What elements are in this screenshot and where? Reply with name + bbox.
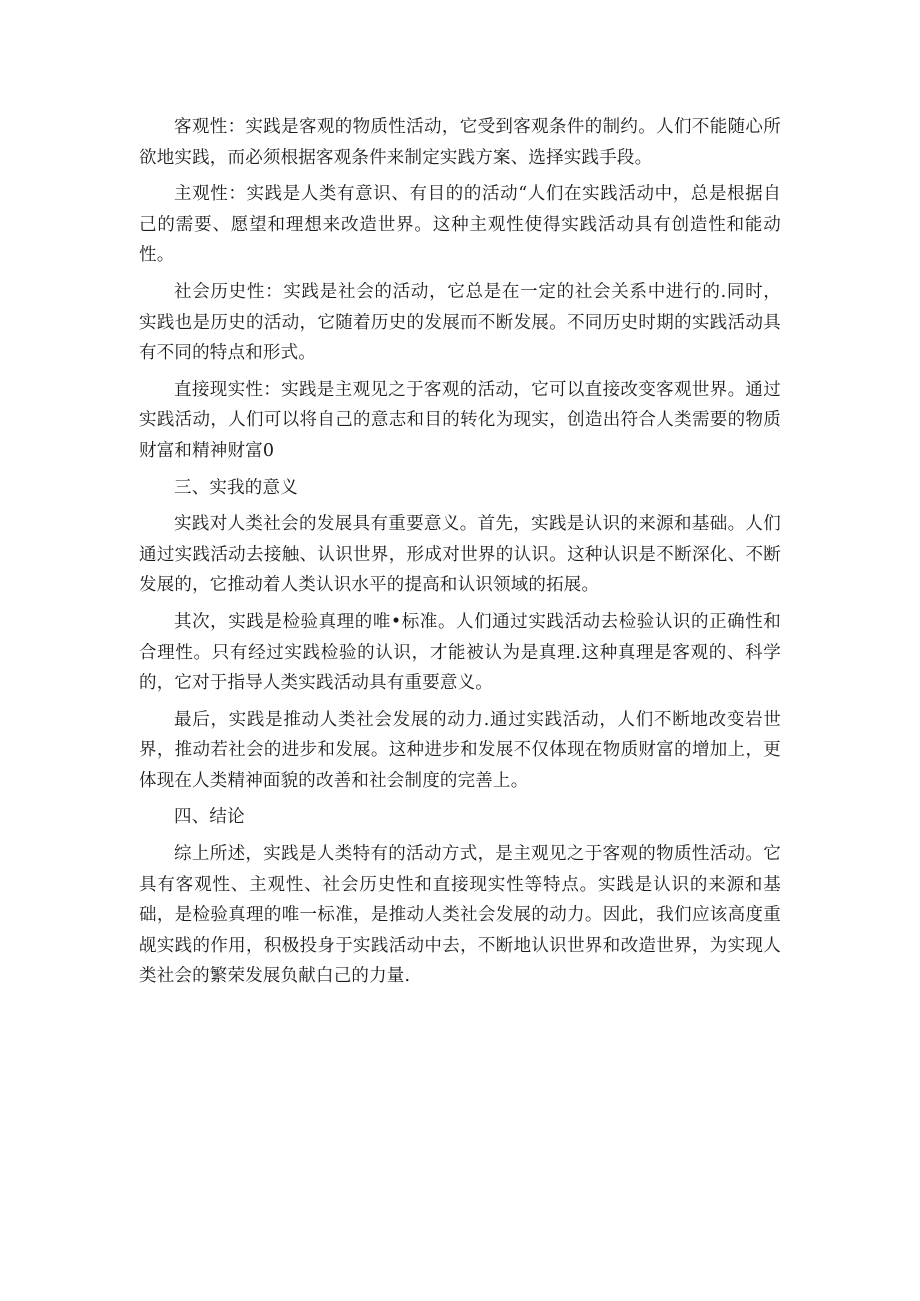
section-heading-conclusion: 四、结论 <box>174 807 245 828</box>
document-body <box>139 112 781 998</box>
paragraph-subjectivity: 主观性：实践是人类有意识、有目的的活动“人们在实践活动中，总是根据自己的需要、愿望和理想来改造世界。这种主观性使得实践活动具有创造性和能动性。 <box>139 184 781 266</box>
paragraph-objectivity: 客观性：实践是客观的物质性活动，它受到客观条件的制约。人们不能随心所欲地实践，而必须根据客观条件来制定实践方案、选择实践手段。 <box>139 117 781 168</box>
section-heading-significance: 三、实我的意义 <box>174 477 298 498</box>
paragraph-significance-second: 其次，实践是检验真理的唯•标准。人们通过实践活动去检验认识的正确性和合理性。只有经过实践检验的认识，才能被认为是真理.这种真理是客观的、科学的，它对于指导人类实践活动具有重要意义。 <box>139 611 781 694</box>
paragraph-social-historicity: 社会历史性：实践是社会的活动，它总是在一定的社会关系中进行的.同时，实践也是历史的活动，它随着历史的发展而不断发展。不同历史时期的实践活动具有不同的特点和形式。 <box>139 281 781 364</box>
paragraph-significance-first: 实践对人类社会的发展具有重要意义。首先，实践是认识的来源和基础。人们通过实践活动去接触、认识世界，形成对世界的认识。这种认识是不断深化、不断发展的，它推动着人类认识水平的提高和认识领域的拓展。 <box>139 514 781 596</box>
paragraph-conclusion: 综上所述，实践是人类特有的活动方式，是主观见之于客观的物质性活动。它具有客观性、主观性、社会历史性和直接现实性等特点。实践是认识的来源和基础，是检验真理的唯一标准，是推动人类社会发展的动力。因此，我们应该高度重觇实践的作用，积极投身于实践活动中去，不断地认识世界和改造世界，为实现人类社会的繁荣发展负献白己的力量. <box>139 844 781 987</box>
paragraph-significance-last: 最后，实践是推动人类社会发展的动力.通过实践活动，人们不断地改变岩世界，推动若社会的进步和发展。这种进步和发展不仅体现在物质财富的增加上，更体现在人类精神面貌的改善和社会制度的完善上。 <box>139 709 781 791</box>
paragraph-direct-reality: 直接现实性：实践是主观见之于客观的活动，它可以直接改变客观世界。通过实践活动，人们可以将自己的意志和目的转化为现实，创造出符合人类需要的物质财富和精神财富0 <box>139 379 781 461</box>
